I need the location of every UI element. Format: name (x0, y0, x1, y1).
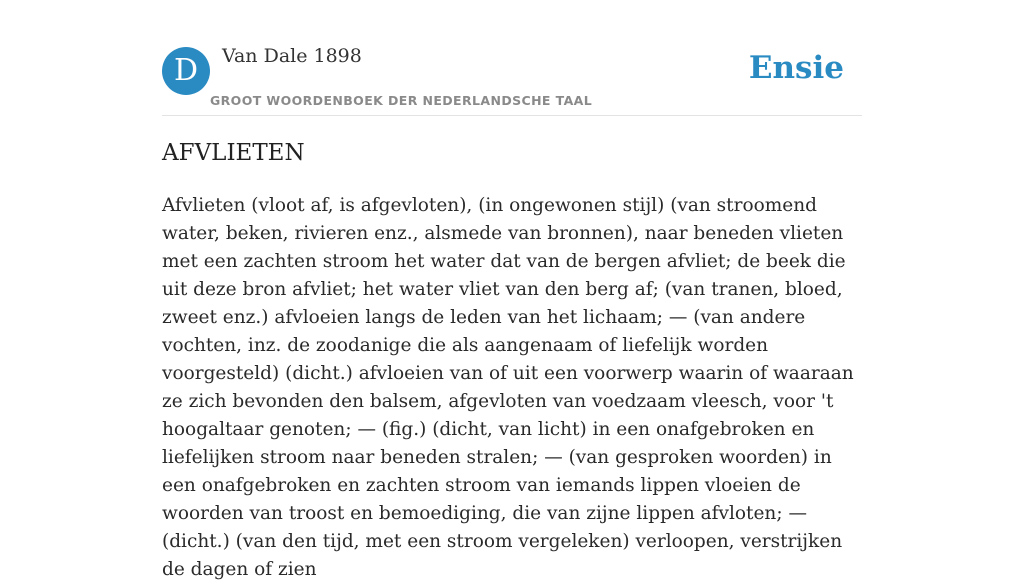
source-title[interactable]: Van Dale 1898 (222, 45, 362, 67)
source-subtitle: GROOT WOORDENBOEK DER NEDERLANDSCHE TAAL (210, 93, 593, 108)
header (162, 0, 862, 116)
source-logo[interactable]: D (162, 47, 210, 95)
definition-text: Afvlieten (vloot af, is afgevloten), (in ongewonen stijl) (van stroomend water, beken, rivieren enz., alsmede van bronnen), naar beneden vlieten met een zachten stroom het water dat van de bergen afvliet; de beek die uit deze bron afvliet; het water vliet van den berg af; (van tranen, bloed, zweet enz.) afvloeien langs de leden van het lichaam; — (van andere vochten, inz. de zoodanige die als aangenaam of liefelijk worden voorgesteld) (dicht.) afvloeien van of uit een voorwerp waarin of waaraan ze zich bevonden den balsem, afgevloten van voedzaam vleesch, voor 't hoogaltaar genoten; — (fig.) (dicht, van licht) in een onafgebroken en liefelijken stroom naar beneden stralen; — (van gesproken woorden) in een onafgebroken en zachten stroom van iemands lippen vloeien de woorden van troost en bemoediging, die van zijne lippen afvloten; — (dicht.) (van den tijd, met een stroom vergeleken) verloopen, verstrijken de dagen of zien (162, 195, 854, 580)
brand-logo[interactable]: Ensie (748, 50, 844, 86)
headword: AFVLIETEN (162, 140, 305, 166)
